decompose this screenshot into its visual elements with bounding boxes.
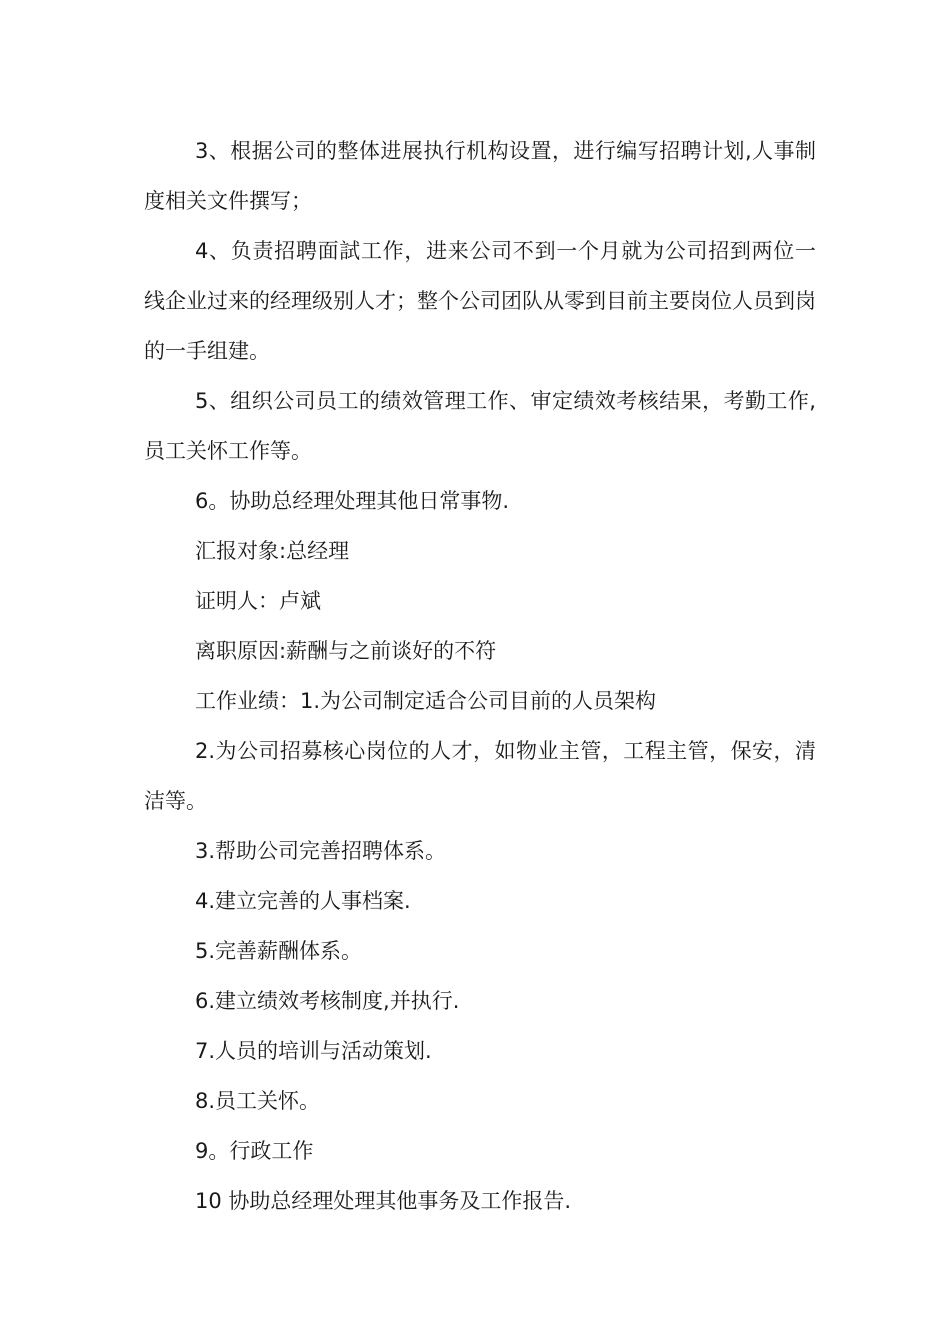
paragraph-reference: 证明人：卢斌 [195,589,321,613]
paragraph-duty-6: 6。协助总经理处理其他日常事物. [195,489,510,513]
document-body [144,126,816,1226]
paragraph-achievement-5: 5.完善薪酬体系。 [195,939,363,963]
paragraph-duty-4: 4、负责招聘面試工作，进来公司不到一个月就为公司招到两位一线企业过来的经理级别人才；整个公司团队从零到目前主要岗位人员到岗的一手组建。 [144,239,816,363]
paragraph-report-to: 汇报对象:总经理 [195,539,350,563]
paragraph-achievement-8: 8.员工关怀。 [195,1089,321,1113]
paragraph-leave-reason: 离职原因:薪酬与之前谈好的不符 [195,639,497,663]
paragraph-achievement-2: 2.为公司招募核心岗位的人才，如物业主管，工程主管，保安，清洁等。 [144,739,816,813]
paragraph-achievement-3: 3.帮助公司完善招聘体系。 [195,839,447,863]
paragraph-achievement-9: 9。行政工作 [195,1139,314,1163]
paragraph-achievement-7: 7.人员的培训与活动策划. [195,1039,432,1063]
paragraph-achievement-1: 工作业绩：1.为公司制定适合公司目前的人员架构 [195,689,657,713]
paragraph-duty-5: 5、组织公司员工的绩效管理工作、审定绩效考核结果，考勤工作,员工关怀工作等。 [144,389,816,463]
paragraph-achievement-6: 6.建立绩效考核制度,并执行. [195,989,460,1013]
paragraph-achievement-10: 10 协助总经理处理其他事务及工作报告. [195,1189,572,1213]
paragraph-duty-3: 3、根据公司的整体进展执行机构设置，进行编写招聘计划,人事制度相关文件撰写； [144,139,816,213]
paragraph-achievement-4: 4.建立完善的人事档案. [195,889,411,913]
